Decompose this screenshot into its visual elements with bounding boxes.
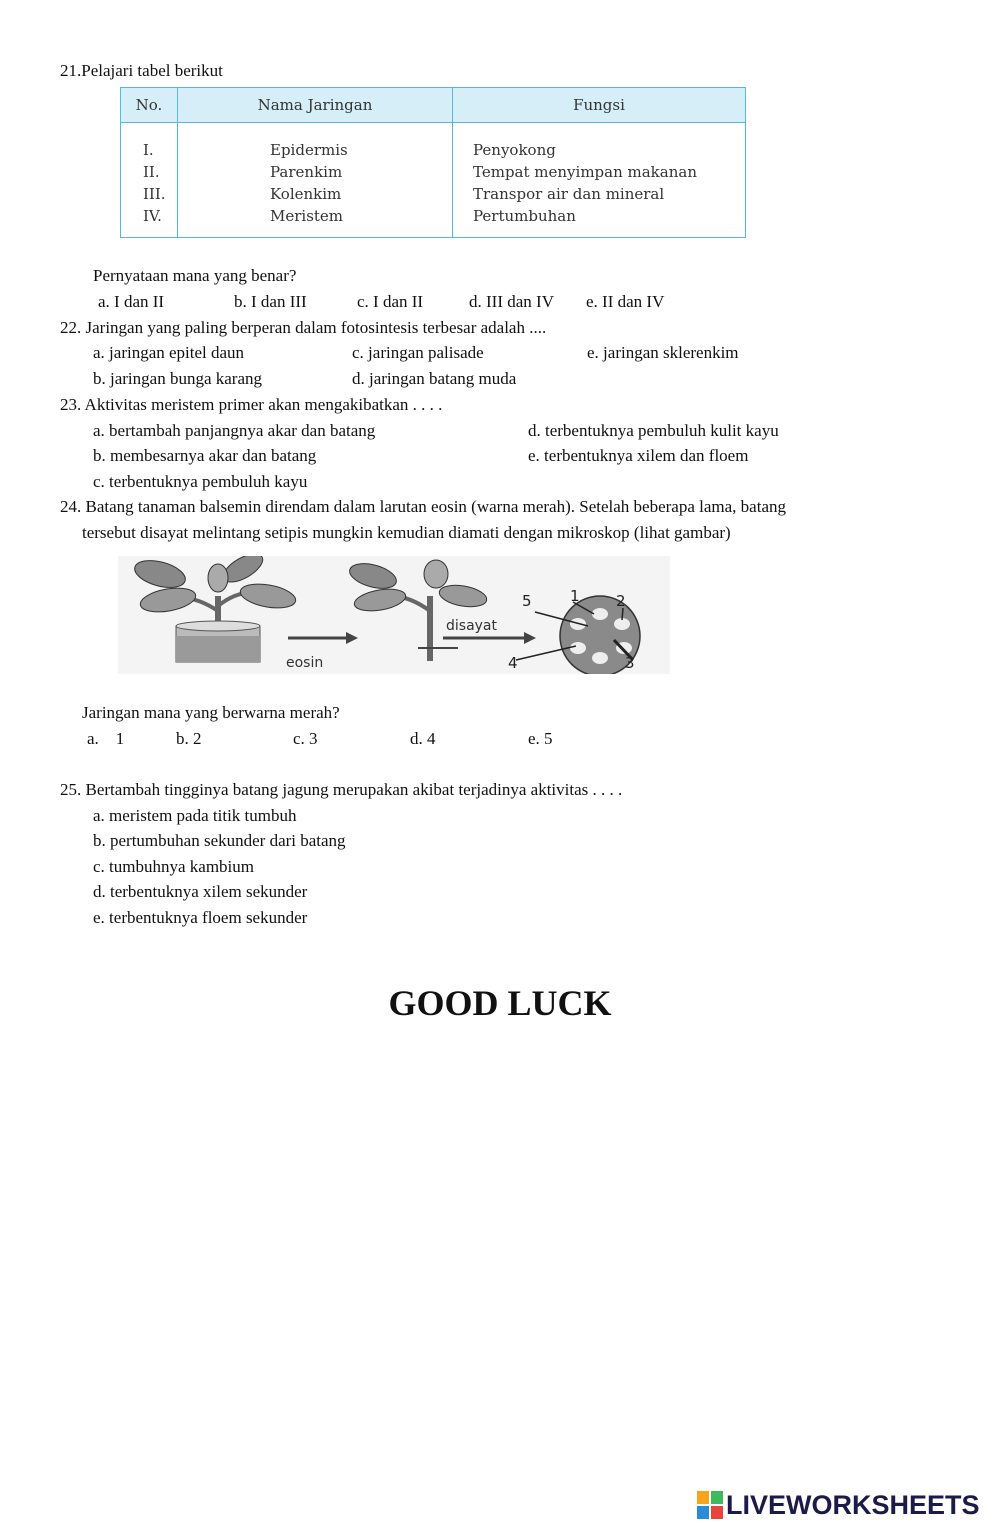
table-col-fungsi	[453, 123, 746, 238]
q22-option-a[interactable]: a. jaringan epitel daun	[93, 343, 245, 362]
q23-option-b[interactable]: b. membesarnya akar dan batang	[93, 446, 317, 465]
table-cell: III.	[143, 185, 166, 203]
table-body	[121, 123, 746, 238]
q22-option-c[interactable]: c. jaringan palisade	[352, 343, 484, 362]
table-cell: Epidermis	[270, 141, 348, 159]
q24-option-b[interactable]: b. 2	[176, 729, 202, 748]
q25-option-b[interactable]: b. pertumbuhan sekunder dari batang	[93, 831, 346, 850]
table-cell: Tempat menyimpan makanan	[473, 163, 697, 181]
q21-stem: 21.Pelajari tabel berikut	[60, 61, 223, 80]
label-number: 5	[522, 592, 532, 610]
q21-question: Pernyataan mana yang benar?	[93, 266, 297, 285]
q25-option-e[interactable]: e. terbentuknya floem sekunder	[93, 908, 308, 927]
table-header-fungsi: Fungsi	[453, 88, 746, 123]
table-cell: Kolenkim	[270, 185, 342, 203]
q24-option-c[interactable]: c. 3	[293, 729, 318, 748]
q22-stem: 22. Jaringan yang paling berperan dalam fotosintesis terbesar adalah ....	[60, 318, 547, 337]
q22-option-b[interactable]: b. jaringan bunga karang	[93, 369, 262, 388]
label-number: 4	[508, 654, 518, 672]
table-header-no: No.	[121, 88, 178, 123]
q23-option-d[interactable]: d. terbentuknya pembuluh kulit kayu	[528, 421, 779, 440]
q22-option-d[interactable]: d. jaringan batang muda	[352, 369, 517, 388]
q21-option-b[interactable]: b. I dan III	[234, 292, 307, 311]
q21-option-c[interactable]: c. I dan II	[357, 292, 424, 311]
table-col-nama	[178, 123, 453, 238]
q25-option-a[interactable]: a. meristem pada titik tumbuh	[93, 806, 297, 825]
table-cell: Parenkim	[270, 163, 343, 181]
q22-option-e[interactable]: e. jaringan sklerenkim	[587, 343, 739, 362]
q25-stem: 25. Bertambah tingginya batang jagung merupakan akibat terjadinya aktivitas . . . .	[60, 780, 623, 799]
table-col-no	[121, 123, 178, 238]
q21-option-a[interactable]: a. I dan II	[98, 292, 165, 311]
liveworksheets-logo-icon	[697, 1491, 723, 1519]
label-number: 3	[625, 654, 635, 672]
q24-question: Jaringan mana yang berwarna merah?	[82, 703, 340, 722]
q25-option-d[interactable]: d. terbentuknya xilem sekunder	[93, 882, 308, 901]
q24-stem-line2: tersebut disayat melintang setipis mungkin kemudian diamati dengan mikroskop (lihat gambar)	[82, 523, 731, 542]
label-eosin: eosin	[286, 655, 324, 671]
label-number: 1	[570, 587, 580, 605]
q23-option-a[interactable]: a. bertambah panjangnya akar dan batang	[93, 421, 376, 440]
label-disayat: disayat	[446, 618, 498, 634]
q21-option-e[interactable]: e. II dan IV	[586, 292, 665, 311]
q23-option-c[interactable]: c. terbentuknya pembuluh kayu	[93, 472, 308, 491]
table-cell: Meristem	[270, 207, 344, 225]
table-cell: IV.	[143, 207, 162, 225]
q21-option-d[interactable]: d. III dan IV	[469, 292, 554, 311]
q23-stem: 23. Aktivitas meristem primer akan mengakibatkan . . . .	[60, 395, 443, 414]
q24-option-a[interactable]: a. 1	[87, 729, 125, 748]
q24-stem-line1: 24. Batang tanaman balsemin direndam dalam larutan eosin (warna merah). Setelah beberapa lama, batang	[60, 497, 786, 516]
liveworksheets-brand[interactable]: LIVEWORKSHEETS	[726, 1490, 980, 1520]
q23-option-e[interactable]: e. terbentuknya xilem dan floem	[528, 446, 749, 465]
label-number: 2	[616, 592, 626, 610]
tissue-table	[120, 87, 746, 238]
q24-option-d[interactable]: d. 4	[410, 729, 436, 748]
table-cell: Pertumbuhan	[473, 207, 576, 225]
arrow-right-icon	[288, 632, 358, 644]
closing-text: GOOD LUCK	[388, 983, 612, 1023]
q25-option-c[interactable]: c. tumbuhnya kambium	[93, 857, 255, 876]
plant-in-beaker-icon	[132, 556, 298, 662]
table-cell: Penyokong	[473, 141, 556, 159]
table-cell: II.	[143, 163, 160, 181]
eosin-figure	[118, 556, 670, 674]
table-cell: Transpor air dan mineral	[473, 185, 665, 203]
q24-option-e[interactable]: e. 5	[528, 729, 553, 748]
table-header-row	[121, 88, 746, 123]
table-cell: I.	[143, 141, 154, 159]
cut-plant-icon	[347, 559, 488, 661]
table-header-nama: Nama Jaringan	[178, 88, 453, 123]
